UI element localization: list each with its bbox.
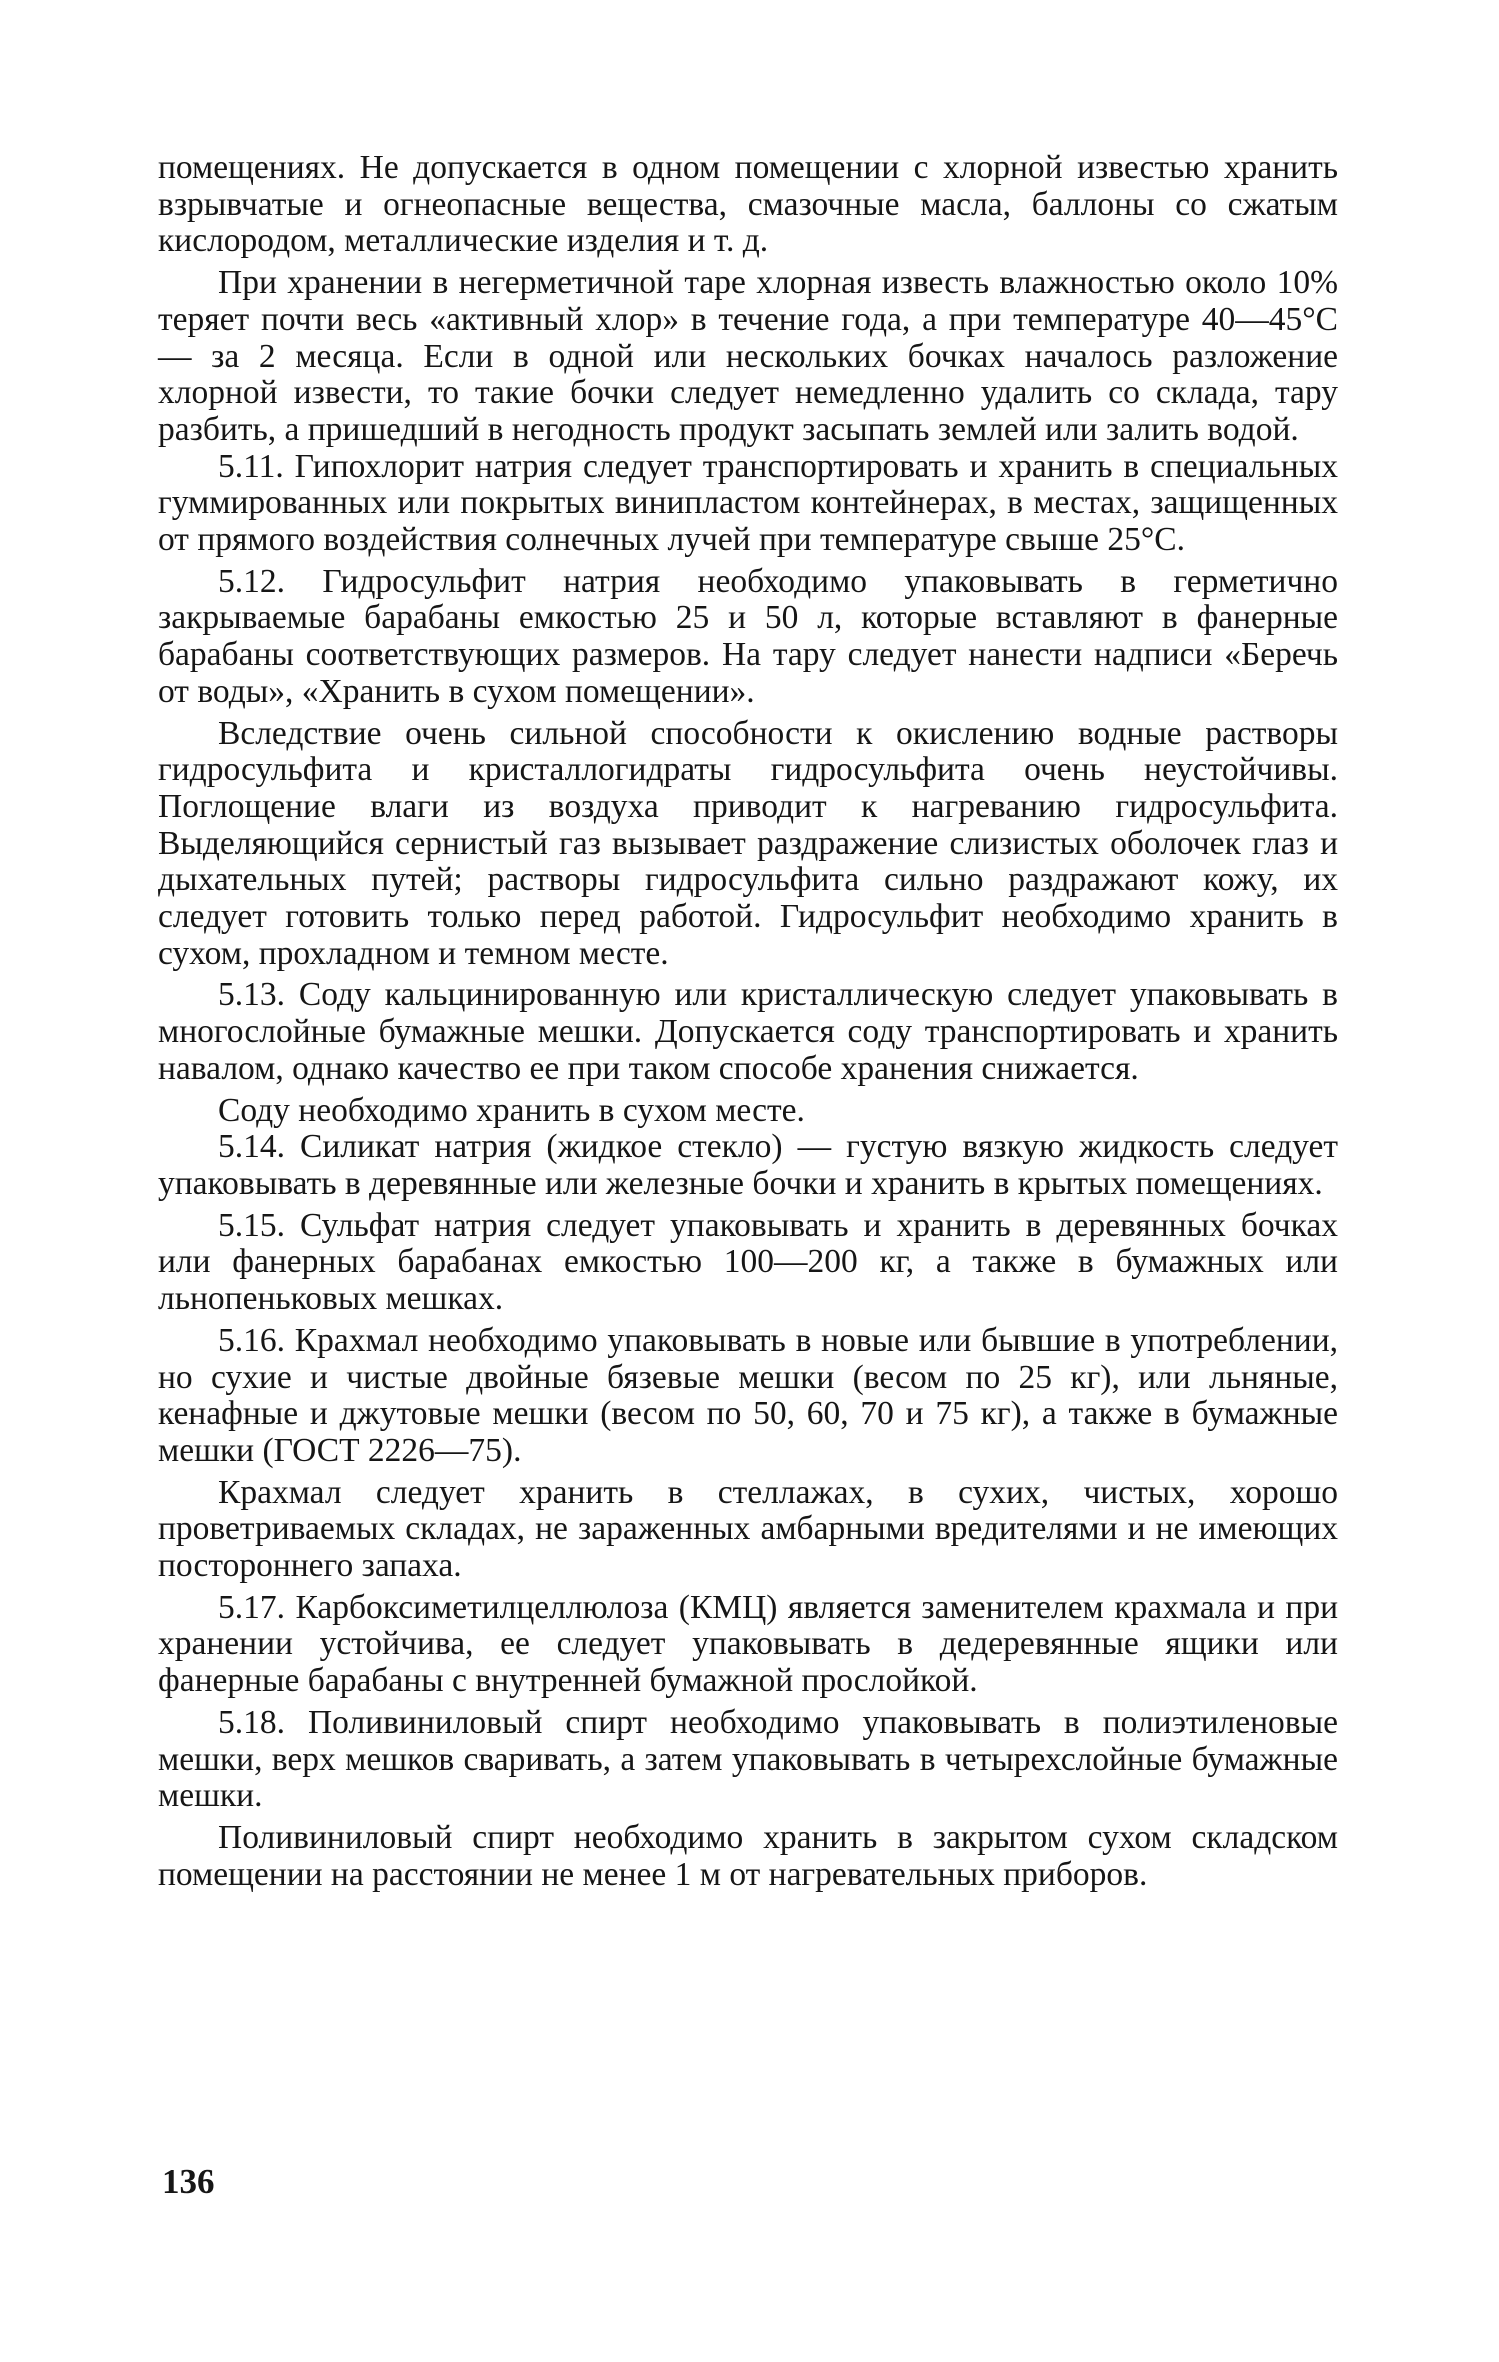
paragraph-hydrosulfite-oxidation: Вследствие очень сильной способности к окислению водные растворы гидросульфита и кристаллогидраты гидросульфита очень неустойчивы. Поглощение влаги из воздуха приводит к нагреванию гидросульфита. Выделяющийся сернистый газ вызывает раздражение слизистых оболочек глаз и дыхательных путей; растворы гидросульфита сильно раздражают кожу, их следует готовить только перед работой. Гидросульфит необходимо хранить в сухом, прохладном и темном месте.: [158, 714, 1338, 972]
paragraph-5-11: 5.11. Гипохлорит натрия следует транспортировать и хранить в специальных гуммированных или покрытых винипластом контейнерах, в местах, защищенных от прямого воздействия солнечных лучей при температуре свыше 25°С.: [158, 447, 1338, 559]
paragraph-5-12: 5.12. Гидросульфит натрия необходимо упаковывать в герметично закрываемые барабаны емкостью 25 и 50 л, которые вставляют в фанерные барабаны соответствующих размеров. На тару следует нанести надписи «Беречь от воды», «Хранить в сухом помещении».: [158, 562, 1338, 710]
page-number: 136: [162, 2162, 215, 2201]
paragraph-soda-storage: Соду необходимо хранить в сухом месте.: [218, 1091, 805, 1129]
paragraph-continuation: помещениях. Не допускается в одном помещении с хлорной известью хранить взрывчатые и огнеопасные вещества, смазочные масла, баллоны со сжатым кислородом, металлические изделия и т. д.: [158, 149, 1338, 260]
paragraph-5-18: 5.18. Поливиниловый спирт необходимо упаковывать в полиэтиленовые мешки, верх мешков сваривать, а затем упаковывать в четырехслойные бумажные мешки.: [158, 1703, 1338, 1815]
paragraph-pva-storage: Поливиниловый спирт необходимо хранить в закрытом сухом складском помещении на расстоянии не менее 1 м от нагревательных приборов.: [158, 1818, 1338, 1893]
paragraph-5-16: 5.16. Крахмал необходимо упаковывать в новые или бывшие в употреблении, но сухие и чистые двойные бязевые мешки (весом по 25 кг), или льняные, кенафные и джутовые мешки (весом по 50, 60, 70 и 75 кг), а также в бумажные мешки (ГОСТ 2226—75).: [158, 1321, 1338, 1469]
paragraph-5-13: 5.13. Соду кальцинированную или кристаллическую следует упаковывать в многослойные бумажные мешки. Допускается соду транспортировать и хранить навалом, однако качество ее при таком способе хранения снижается.: [158, 976, 1338, 1087]
paragraph-starch-storage: Крахмал следует хранить в стеллажах, в сухих, чистых, хорошо проветриваемых складах, не зараженных амбарными вредителями и не имеющих постороннего запаха.: [158, 1473, 1338, 1585]
paragraph-bleach-moisture: При хранении в негерметичной таре хлорная известь влажностью около 10% теряет почти весь «активный хлор» в течение года, а при температуре 40—45°С — за 2 месяца. Если в одной или нескольких бочках началось разложение хлорной извести, то такие бочки следует немедленно удалить со склада, тару разбить, а пришедший в негодность продукт засыпать землей или залить водой.: [158, 264, 1338, 448]
paragraph-5-14: 5.14. Силикат натрия (жидкое стекло) — густую вязкую жидкость следует упаковывать в деревянные или железные бочки и хранить в крытых помещениях.: [158, 1128, 1338, 1202]
paragraph-5-17: 5.17. Карбоксиметилцеллюлоза (КМЦ) является заменителем крахмала и при хранении устойчива, ее следует упаковывать в дедеревянные ящики или фанерные барабаны с внутренней бумажной прослойкой.: [158, 1588, 1338, 1700]
body-text: [158, 150, 1338, 1893]
paragraph-5-15: 5.15. Сульфат натрия следует упаковывать и хранить в деревянных бочках или фанерных барабанах емкостью 100—200 кг, а также в бумажных или льнопеньковых мешках.: [158, 1206, 1338, 1318]
